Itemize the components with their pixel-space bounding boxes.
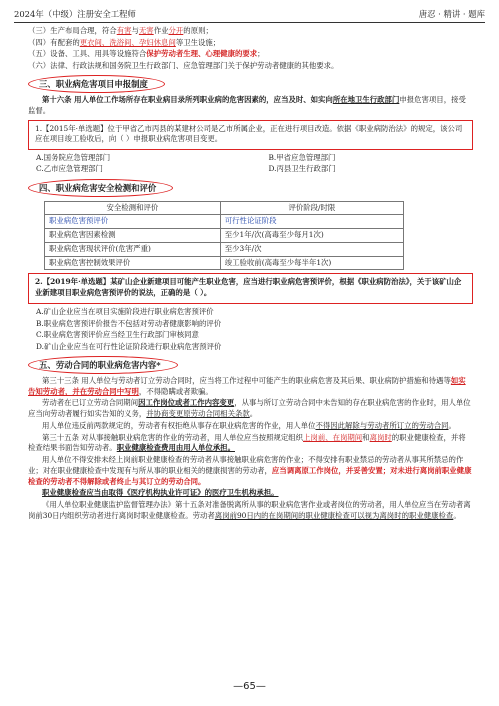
question-1-options: [28, 153, 473, 174]
intro-line-4: （四）有配套的更衣间、洗浴间、孕妇休息间等卫生设施；: [28, 37, 221, 47]
monitoring-rule-paragraph: 《用人单位职业健康监护监督管理办法》第十五条对准备脱离所从事的职业病危害作业或者岗位的劳动者，用人单位应当在劳动者离岗前30日内组织劳动者进行离岗时职业健康检查。劳动者离岗前90日内的在岗期间的职业健康检查可以视为离岗时的职业健康检查。: [28, 500, 471, 520]
table-row: [45, 242, 404, 256]
table-cell: 可行性论证阶段: [220, 215, 403, 229]
header-divider: [14, 22, 485, 23]
option-b: B.甲省应急管理部门: [268, 153, 336, 163]
table-row: [45, 229, 404, 243]
table-header-cell: 评价阶段/时限: [220, 201, 403, 215]
option-d: D.丙县卫生行政部门: [268, 163, 336, 173]
evaluation-table: [44, 201, 404, 271]
page-number: —65—: [233, 681, 266, 692]
question-1-box: [28, 120, 473, 150]
contract-change-paragraph: 劳动者在已订立劳动合同期间因工作岗位或者工作内容变更，从事与所订立劳动合同中未告知的存在职业病危害的作业时，用人单位应当向劳动者履行如实告知的义务，并协商变更原劳动合同相关条款。: [28, 398, 471, 419]
option-b: B.职业病危害预评价报告不包括对劳动者健康影响的评价: [36, 318, 222, 328]
question-2-text: 2.【2019年·单选题】某矿山企业新建项目可能产生职业危害，应当进行职业病危害预评价，根据《职业病防治法》，关于该矿山企业新建项目职业病危害预评价的说法，正确的是（ ）。: [35, 277, 462, 298]
table-header-row: [45, 201, 404, 215]
intro-line-3: （三）生产布局合理，符合有害与无害作业分开的原则；: [28, 26, 213, 35]
table-cell: 职业病危害预评价: [45, 215, 221, 229]
article-35-paragraph: 第三十五条 对从事接触职业病危害的作业的劳动者，用人单位应当按照规定组织上岗前、在岗期间和离岗时的职业健康检查，并将检查结果书面告知劳动者。职业健康检查费用由用人单位承担。: [28, 432, 466, 453]
section-title-5: 五、劳动合同的职业病危害内容*: [28, 356, 178, 374]
question-2-box: [28, 273, 473, 303]
intro-line-6: （六）法律、行政法规和国务院卫生行政部门、应急管理部门关于保护劳动者健康的其他要求。: [28, 61, 339, 71]
table-cell: 至少1年/次(高毒至少每月1次): [220, 229, 403, 243]
table-cell: 至少3年/次: [220, 242, 403, 256]
table-cell: 职业病危害现状评价(危害严重): [45, 242, 221, 256]
question-1-text: 1.【2015年·单选题】位于甲省乙市丙县的某建材公司是乙市所属企业，正在进行项目改造。依据《职业病防治法》的规定，该公司应在项目竣工验收后，向（ ）申报职业病危害项目变更。: [35, 123, 463, 144]
section-title-3: 三、职业病危害项目申报制度: [28, 75, 165, 93]
intro-block: [28, 26, 473, 72]
article-33-paragraph: 第三十三条 用人单位与劳动者订立劳动合同时，应当将工作过程中可能产生的职业病危害及其后果、职业病防护措施和待遇等如实告知劳动者，并在劳动合同中写明，不得隐瞒或者欺骗。: [28, 375, 466, 396]
option-c: C.职业病危害预评价应当经卫生行政部门审核同意: [36, 330, 199, 340]
intro-line-5: （五）设备、工具、用具等设施符合保护劳动者生理、心理健康的要求；: [28, 49, 265, 59]
option-a: A.国务院应急管理部门: [36, 153, 111, 163]
question-2-options: [28, 307, 473, 353]
table-cell: 职业病危害控制效果评价: [45, 256, 221, 270]
section-title-4: 四、职业病危害安全检测和评价: [28, 179, 173, 197]
page-body: [28, 26, 473, 523]
option-c: C.乙市应急管理部门: [36, 163, 103, 173]
medical-institution-paragraph: 职业健康检查应当由取得《医疗机构执业许可证》的医疗卫生机构承担。: [42, 488, 279, 498]
header-title: 2024年（中级）注册安全工程师: [14, 9, 136, 19]
refusal-right-paragraph: 用人单位违反前两款规定的，劳动者有权拒绝从事存在职业病危害的作业，用人单位不得因此解除与劳动者所订立的劳动合同。: [42, 420, 456, 430]
placement-paragraph: 用人单位不得安排未经上岗前职业健康检查的劳动者从事接触职业病危害的作业；不得安排有职业禁忌的劳动者从事其所禁忌的作业；对在职业健康检查中发现有与所从事的职业相关的健康损害的劳动者，应当调离原工作岗位，并妥善安置；对未进行离岗前职业健康检查的劳动者不得解除或者终止与其订立的劳动合同。: [28, 455, 472, 486]
table-header-cell: 安全检测和评价: [45, 201, 221, 215]
table-row: [45, 215, 404, 229]
table-cell: 职业病危害因素检测: [45, 229, 221, 243]
table-row: [45, 256, 404, 270]
header-author: 唐忍 · 精讲 · 题库: [418, 9, 485, 19]
table-cell: 竣工验收前(高毒至少每半年1次): [220, 256, 403, 270]
option-d: D.矿山企业应当在可行性论证阶段进行职业病危害预评价: [36, 342, 222, 352]
option-a: A.矿山企业应当在项目实施阶段进行职业病危害预评价: [36, 306, 214, 316]
page-header: [14, 8, 485, 20]
section-3-paragraph: 第十六条 用人单位工作场所存在职业病目录所列职业病的危害因素的，应当及时、如实向所在地卫生行政部门申报危害项目，接受监督。: [28, 95, 466, 115]
